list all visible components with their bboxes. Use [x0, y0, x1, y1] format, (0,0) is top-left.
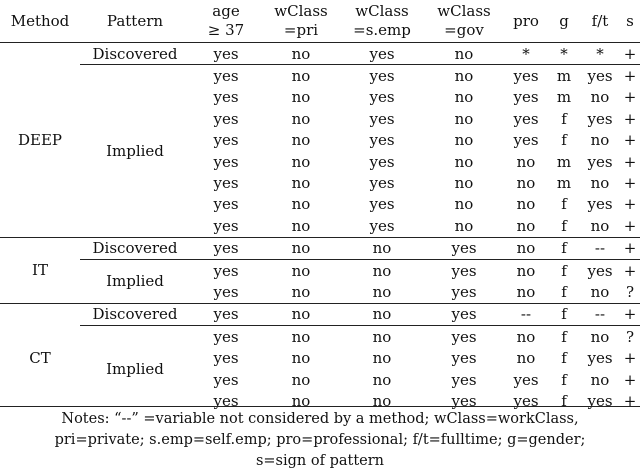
column-header-line: age [212, 2, 240, 20]
value-cell: yes [213, 391, 239, 410]
value-cell: no [590, 88, 610, 107]
value-cell: no [454, 195, 474, 214]
value-cell: yes [190, 259, 262, 281]
value-cell: yes [213, 174, 239, 193]
value-cell: yes [213, 349, 239, 368]
value-cell: no [516, 195, 536, 214]
value-cell: no [291, 216, 311, 235]
value-cell: + [623, 216, 637, 235]
value-cell: + [623, 152, 637, 171]
value-cell: + [623, 131, 637, 150]
value-cell: yes [213, 152, 239, 171]
value-cell: yes [340, 65, 424, 87]
value-cell: yes [587, 152, 613, 171]
value-cell: yes [369, 174, 395, 193]
value-cell: yes [513, 391, 539, 410]
value-cell: yes [513, 131, 539, 150]
value-cell: yes [424, 237, 504, 259]
value-cell: m [556, 152, 572, 171]
value-cell: yes [213, 282, 239, 301]
column-header [504, 0, 548, 43]
value-cell: no [262, 43, 340, 65]
column-header [190, 0, 262, 43]
value-cell: no [340, 326, 424, 348]
method-cell: IT [0, 237, 80, 303]
column-header [548, 0, 580, 43]
value-cell: f [561, 131, 567, 150]
value-cell: no [590, 131, 610, 150]
notes-line: Notes: “--” =variable not considered by a method; wClass=workClass, [61, 411, 579, 427]
column-header-line: =s.emp [353, 21, 411, 39]
pattern-cell: Discovered [80, 43, 190, 65]
value-cell: yes [587, 391, 613, 410]
value-cell: no [372, 391, 392, 410]
value-cell: no [516, 216, 536, 235]
column-header-line: wClass [355, 2, 409, 20]
value-cell: + [623, 174, 637, 193]
value-cell: + [623, 370, 637, 389]
value-cell: no [516, 282, 536, 301]
value-cell: f [561, 109, 567, 128]
value-cell: no [424, 65, 504, 87]
table-body [0, 43, 640, 412]
value-cell: m [556, 174, 572, 193]
value-cell: f [548, 303, 580, 325]
value-cell: yes [369, 131, 395, 150]
table-row [0, 326, 640, 348]
value-cell: no [291, 131, 311, 150]
value-cell: no [291, 282, 311, 301]
value-cell: no [454, 174, 474, 193]
value-cell: no [291, 195, 311, 214]
value-cell: no [372, 370, 392, 389]
value-cell: no [516, 174, 536, 193]
value-cell: no [291, 391, 311, 410]
table-row [0, 65, 640, 87]
value-cell: no [504, 326, 548, 348]
column-header [580, 0, 620, 43]
value-cell: no [291, 152, 311, 171]
method-cell: DEEP [0, 43, 80, 238]
value-cell: yes [513, 109, 539, 128]
value-cell: no [454, 152, 474, 171]
column-header-line: ≥ 37 [207, 21, 245, 39]
value-cell: yes [587, 109, 613, 128]
header-row [0, 0, 640, 43]
value-cell: no [590, 174, 610, 193]
value-cell: yes [587, 349, 613, 368]
value-cell: f [548, 237, 580, 259]
value-cell: no [580, 326, 620, 348]
pattern-cell: Discovered [80, 303, 190, 325]
value-cell: yes [451, 349, 477, 368]
value-cell: no [516, 152, 536, 171]
column-header-line: Pattern [106, 11, 164, 30]
value-cell: yes [424, 259, 504, 281]
value-cell: no [340, 303, 424, 325]
value-cell: no [454, 216, 474, 235]
value-cell: no [262, 65, 340, 87]
value-cell: + [623, 195, 637, 214]
value-cell: yes [587, 195, 613, 214]
value-cell: no [504, 259, 548, 281]
table-row [0, 43, 640, 65]
value-cell: no [372, 282, 392, 301]
value-cell: yes [369, 109, 395, 128]
value-cell: yes [213, 109, 239, 128]
value-cell: yes [190, 65, 262, 87]
value-cell: f [548, 326, 580, 348]
value-cell: m [548, 65, 580, 87]
value-cell: + [623, 109, 637, 128]
value-cell: yes [424, 303, 504, 325]
value-cell: no [590, 370, 610, 389]
value-cell: yes [340, 43, 424, 65]
column-header [424, 0, 504, 43]
value-cell: no [291, 88, 311, 107]
value-cell: m [556, 88, 572, 107]
value-cell: yes [451, 282, 477, 301]
value-cell: yes [369, 216, 395, 235]
column-header-line: f/t [591, 11, 609, 30]
value-cell: no [590, 282, 610, 301]
pattern-cell: Discovered [80, 237, 190, 259]
table-row [0, 237, 640, 259]
value-cell: yes [190, 326, 262, 348]
value-cell: yes [190, 237, 262, 259]
method-cell: CT [0, 303, 80, 411]
value-cell: + [623, 349, 637, 368]
value-cell: yes [213, 88, 239, 107]
value-cell: no [454, 109, 474, 128]
value-cell: + [620, 65, 640, 87]
value-cell: yes [213, 370, 239, 389]
value-cell: -- [580, 237, 620, 259]
value-cell: no [262, 326, 340, 348]
pattern-cell: Implied [80, 259, 190, 303]
column-header-line: =pri [283, 21, 319, 39]
value-cell: f [548, 259, 580, 281]
value-cell: -- [580, 303, 620, 325]
value-cell: f [561, 195, 567, 214]
table-row [0, 259, 640, 281]
value-cell: f [561, 282, 567, 301]
value-cell: yes [451, 391, 477, 410]
column-header-line: pro [513, 11, 539, 30]
column-header-line: g [559, 11, 569, 30]
value-cell: yes [580, 65, 620, 87]
value-cell: no [372, 349, 392, 368]
column-header-line: wClass [437, 2, 491, 20]
column-header-line: wClass [274, 2, 328, 20]
value-cell: no [291, 174, 311, 193]
value-cell: yes [369, 88, 395, 107]
value-cell: f [561, 391, 567, 410]
notes-line: s=sign of pattern [255, 453, 385, 469]
value-cell: no [340, 259, 424, 281]
table-notes [0, 406, 640, 472]
value-cell: no [504, 237, 548, 259]
value-cell: no [454, 131, 474, 150]
column-header-line: s [626, 11, 634, 30]
table-row [0, 303, 640, 325]
value-cell: yes [580, 259, 620, 281]
value-cell: no [340, 237, 424, 259]
value-cell: + [620, 259, 640, 281]
value-cell: yes [190, 303, 262, 325]
value-cell: yes [369, 195, 395, 214]
column-header [0, 0, 80, 43]
column-header-line: =gov [444, 21, 484, 39]
value-cell: + [623, 88, 637, 107]
notes-line: pri=private; s.emp=self.emp; pro=professional; f/t=fulltime; g=gender; [54, 432, 586, 448]
value-cell: yes [424, 326, 504, 348]
value-cell: * [580, 43, 620, 65]
value-cell: f [561, 216, 567, 235]
pattern-cell: Implied [80, 65, 190, 237]
value-cell: ? [620, 326, 640, 348]
value-cell: yes [213, 131, 239, 150]
value-cell: f [561, 349, 567, 368]
column-header [620, 0, 640, 43]
value-cell: yes [190, 43, 262, 65]
value-cell: yes [451, 370, 477, 389]
value-cell: no [424, 43, 504, 65]
value-cell: no [516, 349, 536, 368]
value-cell: no [291, 349, 311, 368]
value-cell: yes [504, 65, 548, 87]
value-cell: + [620, 303, 640, 325]
value-cell: ? [625, 282, 635, 301]
column-header [262, 0, 340, 43]
value-cell: + [623, 391, 637, 410]
column-header-line: Method [10, 11, 70, 30]
value-cell: yes [213, 195, 239, 214]
value-cell: no [590, 216, 610, 235]
value-cell: no [262, 259, 340, 281]
value-cell: + [620, 237, 640, 259]
value-cell: no [291, 370, 311, 389]
value-cell: yes [513, 88, 539, 107]
value-cell: yes [513, 370, 539, 389]
column-header [80, 0, 190, 43]
value-cell: no [291, 109, 311, 128]
value-cell: no [262, 237, 340, 259]
value-cell: -- [504, 303, 548, 325]
pattern-cell: Implied [80, 326, 190, 412]
value-cell: yes [369, 152, 395, 171]
value-cell: no [454, 88, 474, 107]
value-cell: + [620, 43, 640, 65]
column-header [340, 0, 424, 43]
value-cell: yes [213, 216, 239, 235]
value-cell: * [504, 43, 548, 65]
value-cell: no [262, 303, 340, 325]
value-cell: f [561, 370, 567, 389]
value-cell: * [548, 43, 580, 65]
